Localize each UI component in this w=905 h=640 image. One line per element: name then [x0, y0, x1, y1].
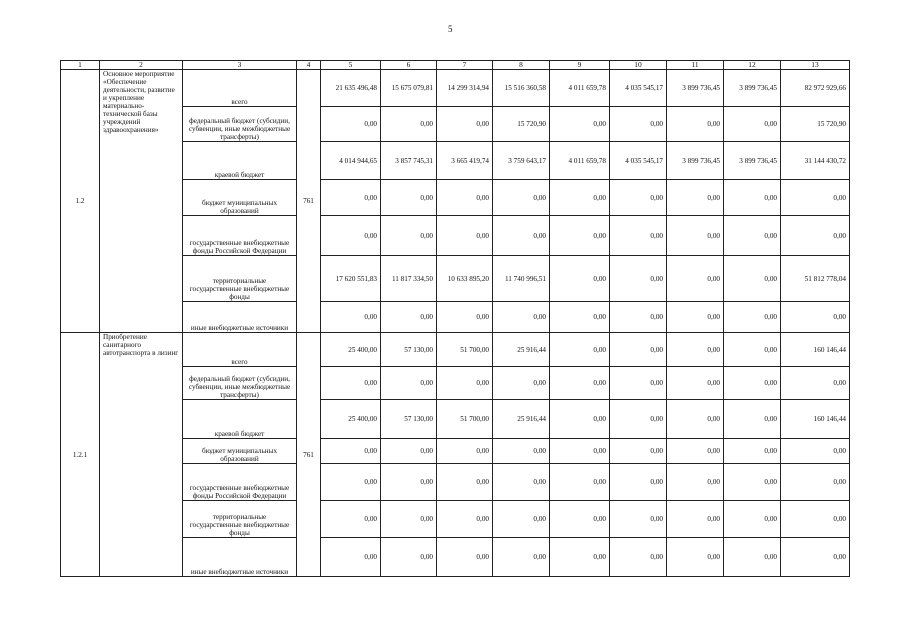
header-cell-8: 8 [493, 61, 550, 70]
funding-source: бюджет муниципальных образований [183, 180, 297, 216]
amount-cell: 0,00 [667, 107, 724, 142]
grbs-code: 761 [297, 333, 321, 577]
amount-cell: 0,00 [493, 464, 550, 501]
amount-cell: 0,00 [321, 107, 381, 142]
amount-cell: 0,00 [437, 302, 493, 333]
amount-cell: 17 620 551,83 [321, 256, 381, 302]
amount-cell: 0,00 [437, 367, 493, 400]
amount-cell: 0,00 [550, 216, 610, 256]
budget-table [60, 60, 850, 577]
amount-cell: 0,00 [321, 367, 381, 400]
amount-cell: 0,00 [321, 180, 381, 216]
amount-cell: 0,00 [724, 439, 781, 464]
row-name: Основное мероприятие «Обеспечение деятельности, развитие и укрепление материально-технической базы учреждений здравоохранения» [100, 70, 183, 333]
amount-cell: 0,00 [437, 180, 493, 216]
amount-cell: 0,00 [321, 501, 381, 538]
amount-cell: 0,00 [493, 302, 550, 333]
amount-cell: 0,00 [667, 439, 724, 464]
amount-cell: 15 675 079,81 [381, 70, 437, 107]
amount-cell: 0,00 [610, 107, 667, 142]
amount-cell: 0,00 [781, 216, 850, 256]
amount-cell: 0,00 [550, 107, 610, 142]
amount-cell: 0,00 [667, 256, 724, 302]
amount-cell: 0,00 [667, 538, 724, 577]
amount-cell: 0,00 [321, 464, 381, 501]
amount-cell: 3 665 419,74 [437, 142, 493, 180]
amount-cell: 0,00 [781, 439, 850, 464]
amount-cell: 0,00 [610, 367, 667, 400]
amount-cell: 3 899 736,45 [667, 142, 724, 180]
amount-cell: 0,00 [550, 302, 610, 333]
amount-cell: 0,00 [610, 256, 667, 302]
amount-cell: 3 899 736,45 [667, 70, 724, 107]
amount-cell: 0,00 [493, 180, 550, 216]
amount-cell: 0,00 [667, 302, 724, 333]
amount-cell: 0,00 [437, 501, 493, 538]
amount-cell: 0,00 [437, 216, 493, 256]
amount-cell: 0,00 [610, 180, 667, 216]
amount-cell: 4 035 545,17 [610, 70, 667, 107]
amount-cell: 160 146,44 [781, 400, 850, 439]
amount-cell: 0,00 [437, 107, 493, 142]
amount-cell: 0,00 [610, 439, 667, 464]
amount-cell: 25 400,00 [321, 400, 381, 439]
table-row [61, 333, 850, 367]
amount-cell: 51 812 778,04 [781, 256, 850, 302]
header-cell-13: 13 [781, 61, 850, 70]
header-cell-6: 6 [381, 61, 437, 70]
amount-cell: 0,00 [437, 464, 493, 501]
amount-cell: 0,00 [321, 302, 381, 333]
amount-cell: 57 130,00 [381, 400, 437, 439]
amount-cell: 0,00 [493, 501, 550, 538]
amount-cell: 3 759 643,17 [493, 142, 550, 180]
amount-cell: 0,00 [781, 180, 850, 216]
amount-cell: 0,00 [381, 216, 437, 256]
amount-cell: 14 299 314,94 [437, 70, 493, 107]
amount-cell: 0,00 [667, 333, 724, 367]
amount-cell: 0,00 [493, 367, 550, 400]
amount-cell: 0,00 [724, 400, 781, 439]
amount-cell: 0,00 [724, 538, 781, 577]
amount-cell: 0,00 [550, 464, 610, 501]
amount-cell: 0,00 [550, 333, 610, 367]
amount-cell: 0,00 [781, 538, 850, 577]
amount-cell: 0,00 [610, 333, 667, 367]
amount-cell: 0,00 [667, 216, 724, 256]
amount-cell: 0,00 [724, 216, 781, 256]
funding-source: всего [183, 333, 297, 367]
amount-cell: 0,00 [381, 538, 437, 577]
amount-cell: 0,00 [724, 501, 781, 538]
row-name: Приобретение санитарного автотранспорта в лизинг [100, 333, 183, 577]
amount-cell: 3 899 736,45 [724, 142, 781, 180]
amount-cell: 57 130,00 [381, 333, 437, 367]
amount-cell: 25 916,44 [493, 333, 550, 367]
table-row [61, 70, 850, 107]
amount-cell: 0,00 [724, 107, 781, 142]
amount-cell: 0,00 [724, 256, 781, 302]
funding-source: территориальные государственные внебюджетные фонды [183, 256, 297, 302]
amount-cell: 4 011 659,78 [550, 142, 610, 180]
grbs-code: 761 [297, 70, 321, 333]
amount-cell: 0,00 [321, 538, 381, 577]
amount-cell: 0,00 [781, 464, 850, 501]
header-row [61, 61, 850, 70]
amount-cell: 4 014 944,65 [321, 142, 381, 180]
funding-source: федеральный бюджет (субсидии, субвенции, иные межбюджетные трансферты) [183, 367, 297, 400]
amount-cell: 0,00 [321, 439, 381, 464]
amount-cell: 0,00 [724, 333, 781, 367]
amount-cell: 0,00 [437, 439, 493, 464]
header-cell-9: 9 [550, 61, 610, 70]
amount-cell: 3 899 736,45 [724, 70, 781, 107]
amount-cell: 0,00 [781, 501, 850, 538]
amount-cell: 0,00 [381, 367, 437, 400]
amount-cell: 51 700,00 [437, 400, 493, 439]
amount-cell: 15 516 360,58 [493, 70, 550, 107]
header-cell-11: 11 [667, 61, 724, 70]
header-cell-10: 10 [610, 61, 667, 70]
header-cell-4: 4 [297, 61, 321, 70]
amount-cell: 0,00 [781, 367, 850, 400]
amount-cell: 0,00 [781, 302, 850, 333]
funding-source: иные внебюджетные источники [183, 538, 297, 577]
amount-cell: 0,00 [724, 302, 781, 333]
amount-cell: 0,00 [610, 302, 667, 333]
funding-source: всего [183, 70, 297, 107]
amount-cell: 0,00 [381, 464, 437, 501]
amount-cell: 0,00 [381, 439, 437, 464]
funding-source: федеральный бюджет (субсидии, субвенции, иные межбюджетные трансферты) [183, 107, 297, 142]
amount-cell: 0,00 [550, 400, 610, 439]
amount-cell: 0,00 [610, 216, 667, 256]
amount-cell: 0,00 [610, 464, 667, 501]
amount-cell: 0,00 [550, 256, 610, 302]
amount-cell: 25 400,00 [321, 333, 381, 367]
amount-cell: 0,00 [667, 501, 724, 538]
amount-cell: 0,00 [550, 501, 610, 538]
amount-cell: 4 011 659,78 [550, 70, 610, 107]
header-cell-1: 1 [61, 61, 100, 70]
amount-cell: 11 817 334,50 [381, 256, 437, 302]
amount-cell: 0,00 [667, 180, 724, 216]
amount-cell: 15 720,90 [493, 107, 550, 142]
header-cell-2: 2 [100, 61, 183, 70]
amount-cell: 0,00 [724, 180, 781, 216]
amount-cell: 0,00 [724, 367, 781, 400]
funding-source: государственные внебюджетные фонды Российской Федерации [183, 216, 297, 256]
amount-cell: 0,00 [381, 501, 437, 538]
amount-cell: 11 740 996,51 [493, 256, 550, 302]
header-cell-5: 5 [321, 61, 381, 70]
amount-cell: 0,00 [667, 464, 724, 501]
funding-source: бюджет муниципальных образований [183, 439, 297, 464]
amount-cell: 82 972 929,66 [781, 70, 850, 107]
amount-cell: 10 633 895,20 [437, 256, 493, 302]
amount-cell: 51 700,00 [437, 333, 493, 367]
funding-source: краевой бюджет [183, 142, 297, 180]
header-cell-7: 7 [437, 61, 493, 70]
amount-cell: 4 035 545,17 [610, 142, 667, 180]
amount-cell: 21 635 496,48 [321, 70, 381, 107]
amount-cell: 0,00 [550, 367, 610, 400]
amount-cell: 0,00 [493, 216, 550, 256]
header-cell-12: 12 [724, 61, 781, 70]
amount-cell: 0,00 [493, 439, 550, 464]
row-code: 1.2.1 [61, 333, 100, 577]
funding-source: краевой бюджет [183, 400, 297, 439]
amount-cell: 0,00 [321, 216, 381, 256]
amount-cell: 0,00 [550, 439, 610, 464]
funding-source: иные внебюджетные источники [183, 302, 297, 333]
amount-cell: 15 720,90 [781, 107, 850, 142]
amount-cell: 0,00 [381, 302, 437, 333]
row-code: 1.2 [61, 70, 100, 333]
amount-cell: 0,00 [493, 538, 550, 577]
amount-cell: 0,00 [381, 107, 437, 142]
header-cell-3: 3 [183, 61, 297, 70]
amount-cell: 0,00 [610, 538, 667, 577]
amount-cell: 0,00 [667, 400, 724, 439]
amount-cell: 0,00 [610, 501, 667, 538]
amount-cell: 31 144 430,72 [781, 142, 850, 180]
amount-cell: 3 857 745,31 [381, 142, 437, 180]
page-number: 5 [448, 24, 453, 34]
amount-cell: 0,00 [550, 180, 610, 216]
amount-cell: 0,00 [550, 538, 610, 577]
amount-cell: 0,00 [381, 180, 437, 216]
amount-cell: 0,00 [667, 367, 724, 400]
amount-cell: 160 146,44 [781, 333, 850, 367]
amount-cell: 0,00 [610, 400, 667, 439]
funding-source: территориальные государственные внебюджетные фонды [183, 501, 297, 538]
amount-cell: 0,00 [437, 538, 493, 577]
funding-source: государственные внебюджетные фонды Российской Федерации [183, 464, 297, 501]
amount-cell: 25 916,44 [493, 400, 550, 439]
amount-cell: 0,00 [724, 464, 781, 501]
